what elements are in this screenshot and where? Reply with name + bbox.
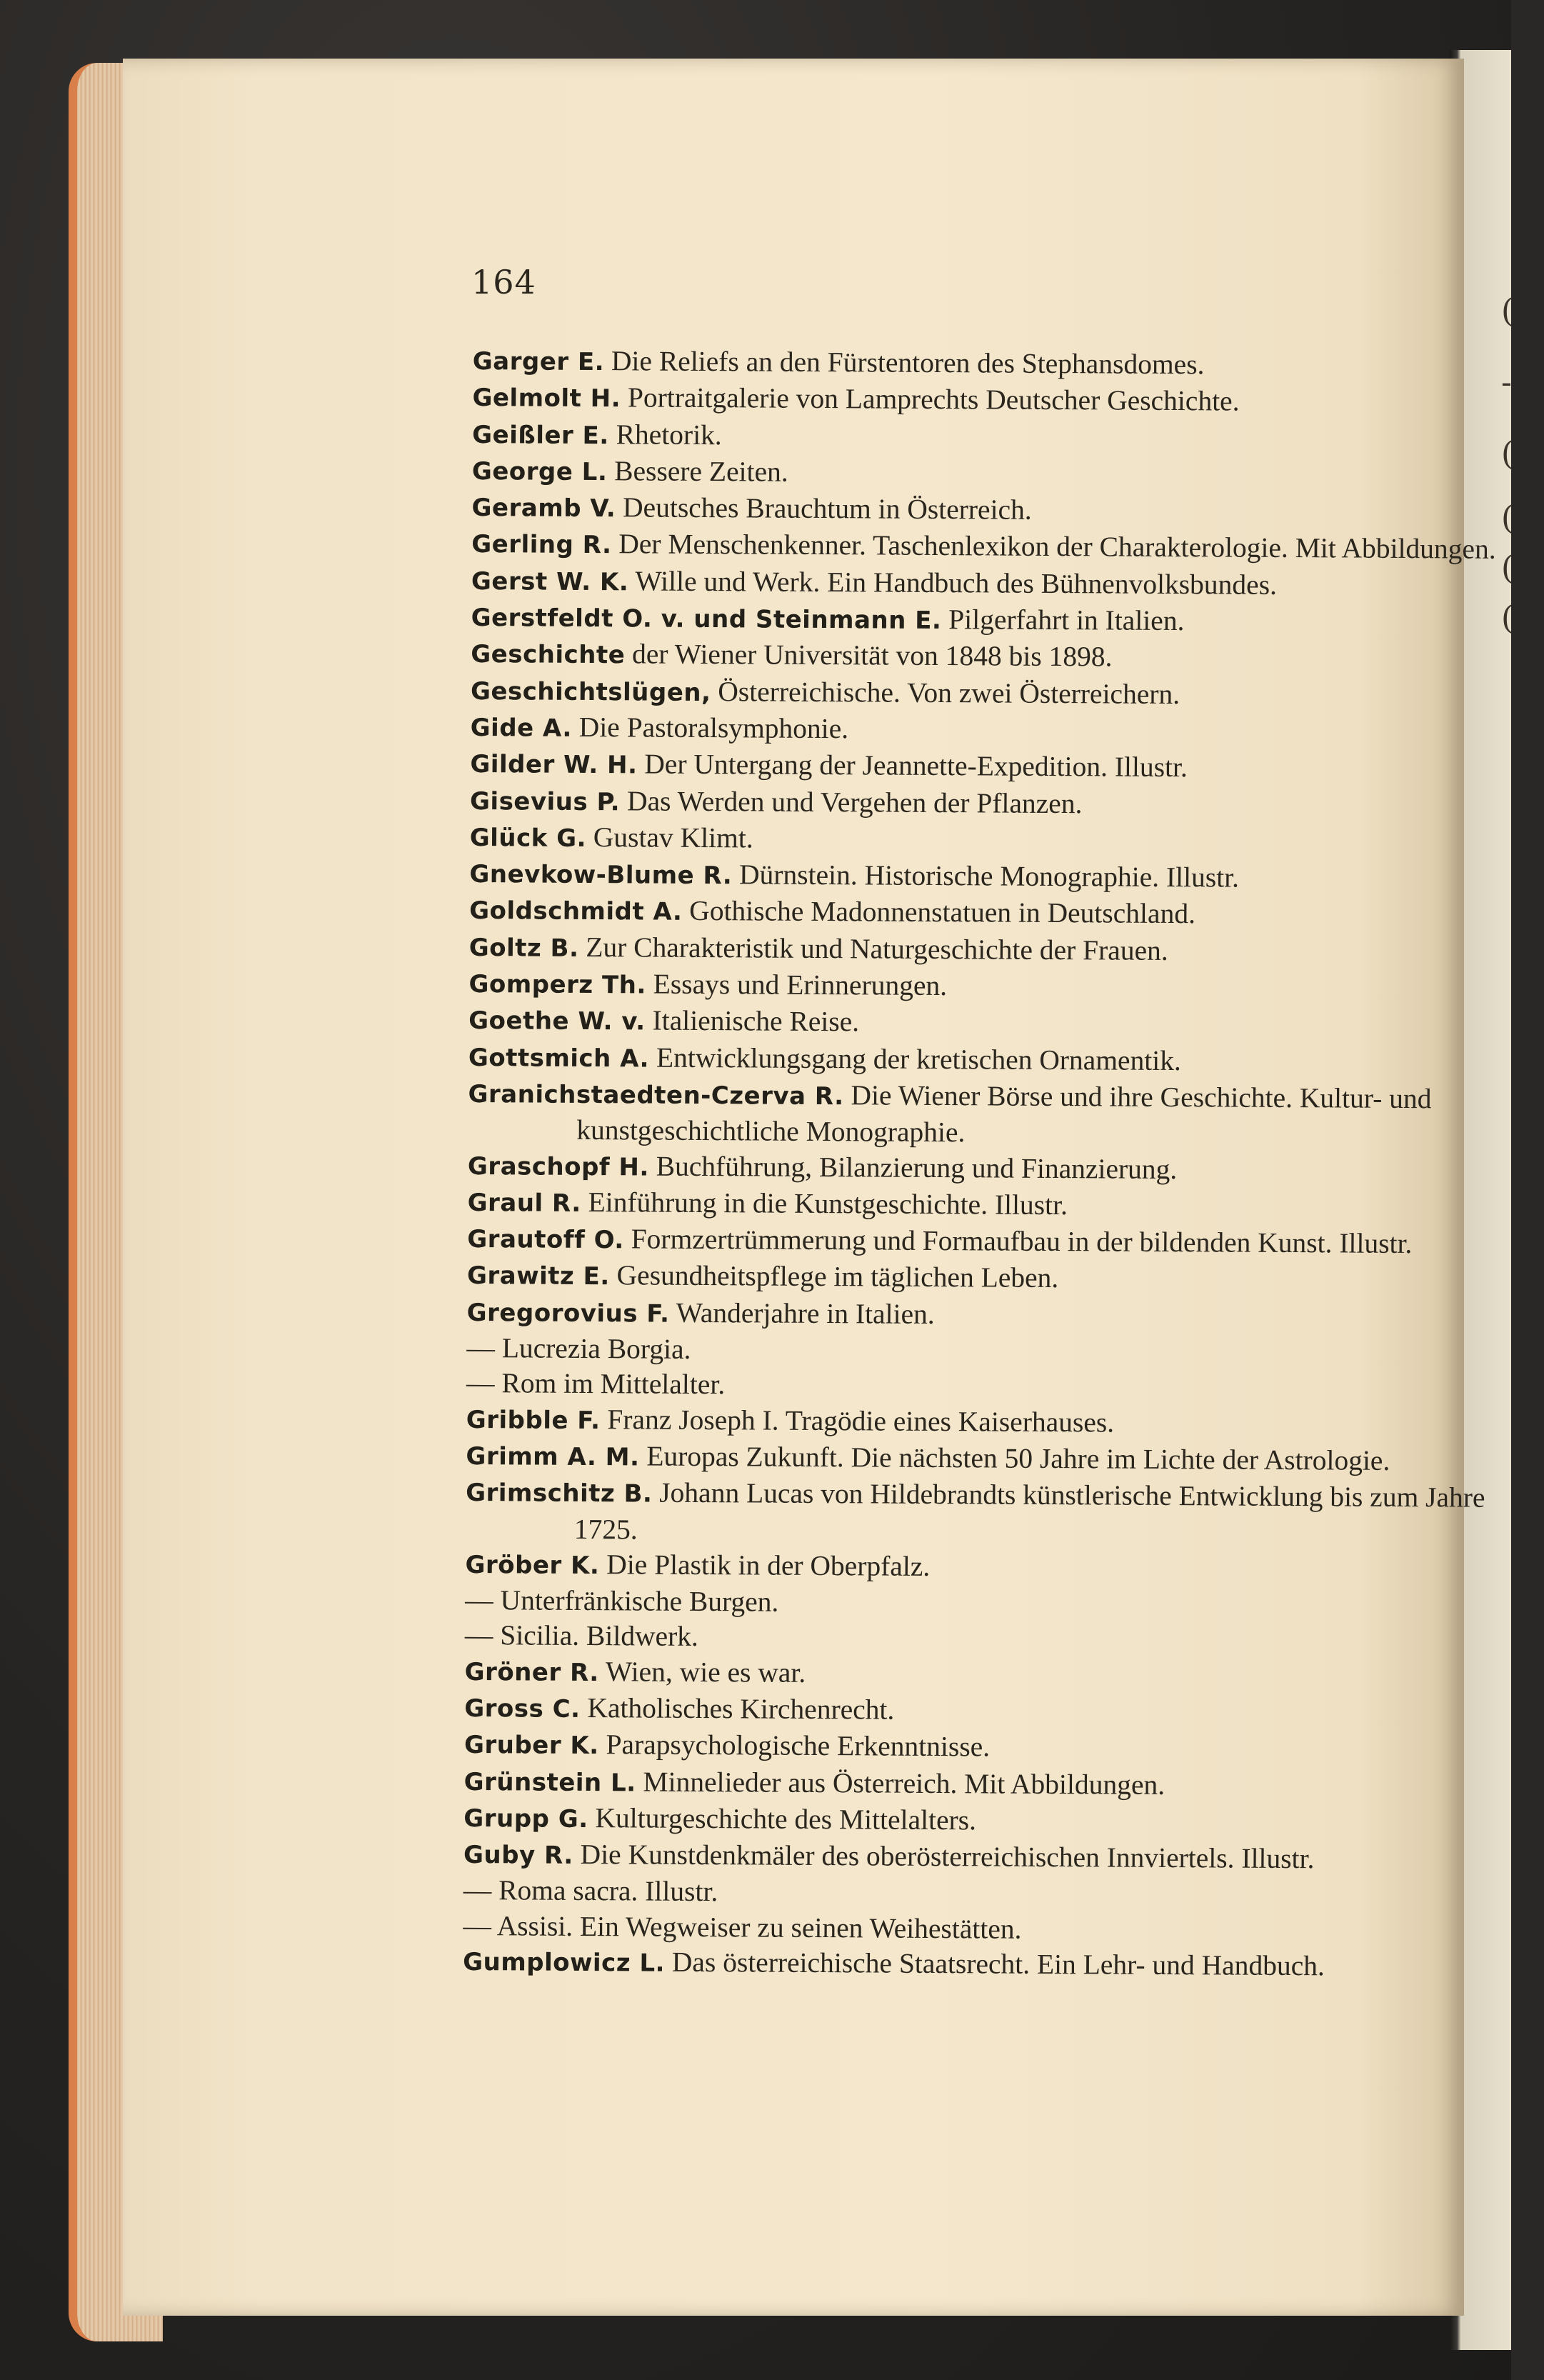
bibliography-entry — [473, 343, 1544, 386]
entry-author: Gelmolt H. — [472, 384, 621, 414]
entry-title: Franz Joseph I. Tragödie eines Kaiserhauses. — [600, 1403, 1115, 1439]
entry-title: Die Wiener Börse und ihre Geschichte. Kultur- und kunstgeschichtliche Monographie. — [576, 1079, 1439, 1149]
bibliography-entry — [465, 1546, 1536, 1589]
bibliography-entry — [471, 526, 1543, 569]
entry-author: Gide A. — [470, 713, 572, 743]
edge-glyph: ( — [1501, 436, 1514, 472]
entry-author: Graul R. — [467, 1188, 581, 1218]
bibliography-entry — [464, 1654, 1535, 1696]
bibliography-entry — [472, 453, 1543, 496]
entry-author: Gröber K. — [465, 1550, 600, 1580]
entry-title: — Roma sacra. Illustr. — [463, 1874, 718, 1908]
entry-title: — Lucrezia Borgia. — [466, 1331, 691, 1365]
entry-author: Gruber K. — [463, 1731, 599, 1761]
entry-title: Der Menschenkenner. Taschenlexikon der Charakterologie. Mit Abbildungen. — [611, 528, 1496, 566]
entry-author: Graschopf H. — [467, 1151, 649, 1182]
entry-author: Gerstfeldt O. v. und Steinmann E. — [471, 604, 942, 636]
entry-title: — Rom im Mittelalter. — [466, 1367, 726, 1401]
entry-title: Johann Lucas von Hildebrandts künstlerische Entwicklung bis zum Jahre 1725. — [573, 1476, 1493, 1545]
bibliography-entry — [467, 1257, 1538, 1300]
entry-title: Rhetorik. — [608, 418, 722, 451]
entry-author: Gilder W. H. — [470, 750, 638, 780]
bibliography-entry — [463, 1800, 1535, 1843]
entry-author: Gnevkow-Blume R. — [469, 860, 733, 891]
entry-title: Das Werden und Vergehen der Pflanzen. — [620, 784, 1083, 819]
entry-author: Gregorovius F. — [466, 1298, 670, 1329]
book-page — [123, 59, 1496, 2316]
entry-title: — Assisi. Ein Wegweiser zu seinen Weihestätten. — [463, 1909, 1022, 1945]
bibliography-entry — [467, 1221, 1538, 1264]
bibliography-entry — [470, 783, 1541, 826]
entry-author: Geschichte — [471, 640, 626, 670]
entry-title: Gustav Klimt. — [586, 821, 753, 854]
entry-title: der Wiener Universität von 1848 bis 1898. — [625, 638, 1113, 673]
entry-author: Grupp G. — [463, 1804, 588, 1834]
entry-author: Garger E. — [472, 346, 605, 377]
entry-title: Buchführung, Bilanzierung und Finanzierung. — [648, 1150, 1178, 1185]
entry-title: Wanderjahre in Italien. — [669, 1296, 935, 1330]
bibliography-entry — [471, 673, 1542, 716]
entry-title: Wien, wie es war. — [598, 1655, 806, 1689]
entry-author: Guby R. — [463, 1841, 573, 1871]
bibliography-entry — [470, 819, 1541, 862]
entry-author: Gröner R. — [464, 1657, 599, 1687]
entry-author: Gomperz Th. — [468, 970, 646, 1000]
entry-title: Wille und Werk. Ein Handbuch des Bühnenvolksbundes. — [628, 565, 1278, 601]
entry-title: Deutsches Brauchtum in Österreich. — [616, 491, 1032, 526]
entry-title: — Sicilia. Bildwerk. — [464, 1619, 699, 1653]
bibliography-entry — [472, 416, 1543, 459]
entry-title: Die Kunstdenkmäler des oberösterreichischen Innviertels. Illustr. — [573, 1839, 1315, 1875]
entry-title: Entwicklungsgang der kretischen Ornamentik. — [648, 1041, 1181, 1076]
edge-glyph: - — [1501, 364, 1512, 401]
bibliography-entry — [470, 746, 1541, 789]
entry-author: Gerst W. K. — [471, 566, 629, 597]
bibliography-entry — [471, 489, 1543, 532]
bibliography-entry — [471, 709, 1542, 752]
bibliography-entry — [468, 966, 1540, 1009]
bibliography-entry — [471, 636, 1542, 679]
entry-author: Geißler E. — [472, 420, 609, 450]
entry-title: Die Plastik in der Oberpfalz. — [599, 1548, 931, 1582]
edge-glyph: ( — [1501, 293, 1514, 329]
entry-title: Bessere Zeiten. — [607, 455, 788, 488]
entry-title: Dürnstein. Historische Monographie. Illustr. — [732, 859, 1240, 894]
entry-author: Glück G. — [469, 823, 587, 853]
entry-author: Gribble F. — [466, 1405, 601, 1435]
entry-author: Grimm A. M. — [466, 1441, 640, 1472]
bibliography-entry — [469, 929, 1540, 972]
entry-author: Gerling R. — [471, 530, 612, 560]
bibliography-entry — [463, 1944, 1534, 1986]
entry-author: Geramb V. — [471, 494, 616, 524]
entry-author: George L. — [471, 456, 608, 487]
entry-title: Formzertrümmerung und Formaufbau in der bildenden Kunst. Illustr. — [623, 1223, 1413, 1260]
bibliography-list — [463, 343, 1544, 1986]
entry-author: Grimschitz B. — [466, 1479, 653, 1509]
entry-title: Gothische Madonnenstatuen in Deutschland. — [682, 895, 1196, 930]
bibliography-entry — [466, 1474, 1538, 1553]
entry-title: Portraitgalerie von Lamprechts Deutscher Geschichte. — [620, 381, 1240, 417]
bibliography-entry — [466, 1438, 1537, 1481]
entry-title: Kulturgeschichte des Mittelalters. — [588, 1801, 977, 1836]
entry-title: Gesundheitspflege im täglichen Leben. — [609, 1259, 1059, 1294]
bibliography-entry — [469, 856, 1540, 899]
edge-glyph: ( — [1501, 600, 1514, 636]
bibliography-entry — [467, 1294, 1538, 1337]
entry-author: Gottsmich A. — [468, 1043, 650, 1074]
entry-title: Die Reliefs an den Fürstentoren des Stephansdomes. — [603, 345, 1205, 381]
bibliography-entry — [469, 892, 1540, 935]
entry-title: Parapsychologische Erkenntnisse. — [598, 1729, 991, 1763]
bibliography-entry — [471, 599, 1542, 642]
entry-author: Grünstein L. — [463, 1767, 636, 1798]
entry-title: Essays und Erinnerungen. — [646, 968, 948, 1002]
bibliography-entry — [471, 563, 1543, 606]
edge-glyph: ( — [1501, 500, 1514, 536]
bibliography-entry — [463, 1836, 1535, 1879]
bibliography-entry — [467, 1184, 1538, 1227]
entry-author: Goethe W. v. — [468, 1006, 646, 1036]
bibliography-entry — [464, 1726, 1535, 1769]
entry-title: Österreichische. Von zwei Österreichern. — [711, 675, 1180, 710]
entry-author: Geschichtslügen, — [470, 676, 711, 707]
entry-title: Italienische Reise. — [645, 1004, 860, 1038]
entry-author: Goldschmidt A. — [469, 896, 683, 927]
entry-title: Die Pastoralsymphonie. — [571, 711, 849, 745]
entry-author: Grautoff O. — [467, 1225, 624, 1255]
entry-author: Gisevius P. — [469, 786, 621, 816]
bibliography-entry — [466, 1401, 1538, 1444]
entry-title: Der Untergang der Jeannette-Expedition. Illustr. — [637, 748, 1188, 784]
entry-author: Grawitz E. — [466, 1261, 610, 1291]
entry-title: Pilgerfahrt in Italien. — [941, 604, 1185, 637]
bibliography-entry — [464, 1690, 1535, 1733]
entry-title: Einführung in die Kunstgeschichte. Illustr. — [581, 1186, 1068, 1221]
bibliography-entry — [464, 1764, 1535, 1806]
entry-title: Katholisches Kirchenrecht. — [580, 1691, 895, 1726]
entry-author: Gumplowicz L. — [463, 1948, 666, 1978]
bibliography-entry — [468, 1002, 1540, 1045]
entry-title: — Unterfränkische Burgen. — [465, 1584, 779, 1618]
entry-title: Europas Zukunft. Die nächsten 50 Jahre im Lichte der Astrologie. — [639, 1440, 1390, 1476]
entry-title: Minnelieder aus Österreich. Mit Abbildungen. — [636, 1766, 1165, 1801]
edge-glyph: ( — [1501, 550, 1514, 586]
bibliography-entry — [468, 1148, 1539, 1191]
entry-title: Zur Charakteristik und Naturgeschichte der Frauen. — [578, 931, 1168, 966]
entry-author: Goltz B. — [468, 933, 579, 963]
bibliography-entry — [468, 1076, 1540, 1154]
bibliography-entry — [468, 1039, 1540, 1082]
entry-author: Gross C. — [464, 1694, 581, 1724]
bibliography-entry — [472, 379, 1543, 422]
entry-title: Das österreichische Staatsrecht. Ein Lehr- und Handbuch. — [664, 1946, 1325, 1982]
page-number: 164 — [471, 263, 536, 301]
entry-author: Granichstaedten-Czerva R. — [468, 1079, 844, 1111]
